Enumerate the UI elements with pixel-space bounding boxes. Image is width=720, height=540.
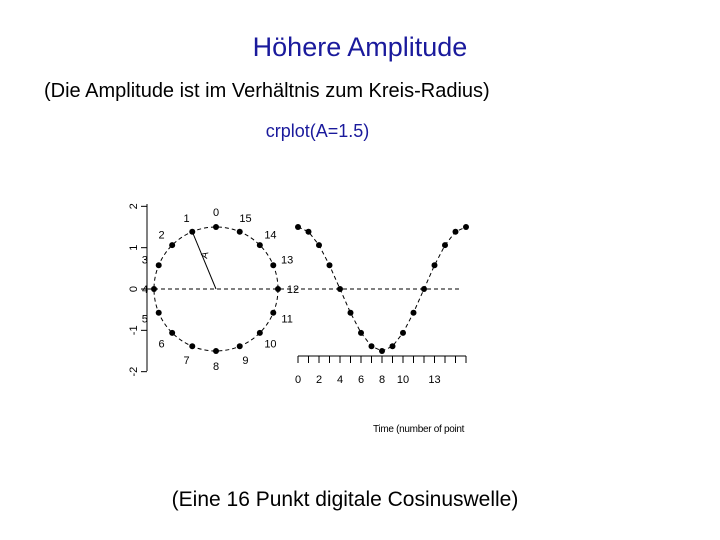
wave-point	[337, 286, 343, 292]
circle-point	[169, 242, 175, 248]
circle-point-label: 9	[242, 355, 249, 368]
x-tick-label: 13	[428, 374, 441, 386]
wave-point	[463, 224, 469, 230]
circle-point	[237, 343, 243, 349]
circle-point	[189, 229, 195, 235]
slide-caption: (Eine 16 Punkt digitale Cosinuswelle)	[171, 488, 519, 511]
y-tick-label: -2	[127, 366, 140, 377]
wave-point	[327, 262, 333, 268]
wave-point	[453, 229, 459, 235]
circle-point	[270, 262, 276, 268]
circle-point-label: 0	[212, 207, 220, 219]
wave-point	[421, 286, 427, 292]
wave-point	[306, 229, 312, 235]
y-tick-label: 0	[127, 285, 140, 293]
wave-point	[379, 348, 385, 354]
slide-subtitle: (Die Amplitude ist im Verhältnis zum Kreis-Radius)	[44, 80, 490, 102]
circle-point	[213, 224, 219, 230]
wave-point	[295, 224, 301, 230]
circle-point-label: 14	[264, 229, 277, 242]
circle-point	[156, 310, 162, 316]
circle-point-label: 3	[141, 254, 148, 267]
x-tick-label: 8	[378, 374, 386, 386]
wave-point	[348, 310, 354, 316]
x-tick-label: 4	[336, 374, 344, 386]
wave-point	[316, 242, 322, 248]
circle-point	[275, 286, 281, 292]
circle-point-label: 13	[281, 254, 294, 267]
wave-point	[432, 262, 438, 268]
x-tick-label: 0	[294, 374, 302, 386]
x-tick-label: 10	[396, 374, 410, 386]
circle-point-label: 2	[158, 229, 165, 242]
wave-point	[442, 242, 448, 248]
circle-point-label: 11	[281, 313, 293, 326]
code-label: crplot(A=1.5)	[265, 121, 370, 141]
x-tick-label: 2	[315, 374, 323, 386]
wave-point	[390, 343, 396, 349]
circle-point	[156, 262, 162, 268]
circle-point	[257, 242, 263, 248]
circle-point	[213, 348, 219, 354]
circle-point	[270, 310, 276, 316]
radius-label: A	[199, 250, 212, 260]
y-tick-label: 2	[127, 203, 140, 210]
radius-line	[192, 232, 216, 289]
circle-point-label: 1	[183, 212, 190, 225]
circle-point	[257, 330, 263, 336]
x-axis-label: Time (number of point	[373, 424, 465, 435]
circle-point	[169, 330, 175, 336]
circle-point-label: 10	[264, 338, 277, 351]
circle-point-label: 15	[239, 212, 252, 225]
x-axis-ticks	[295, 356, 466, 386]
circle-point	[237, 229, 243, 235]
circle-point-label: 8	[212, 361, 220, 373]
y-tick-label: 1	[127, 244, 140, 251]
circle-points	[142, 207, 299, 373]
x-tick-label: 6	[357, 374, 365, 386]
wave-point	[400, 330, 406, 336]
slide-title: Höhere Amplitude	[252, 32, 468, 62]
wave-point	[358, 330, 364, 336]
y-tick-label: -1	[127, 325, 140, 336]
circle-point-label: 6	[158, 338, 165, 351]
circle-point-label: 7	[183, 355, 190, 368]
circle-point-label: 5	[141, 313, 148, 326]
circle-point	[151, 286, 157, 292]
wave-point	[411, 310, 417, 316]
circle-point-label: 4	[141, 284, 149, 296]
circle-point-label: 12	[286, 284, 300, 296]
wave-point	[369, 343, 375, 349]
circle-point	[189, 343, 195, 349]
